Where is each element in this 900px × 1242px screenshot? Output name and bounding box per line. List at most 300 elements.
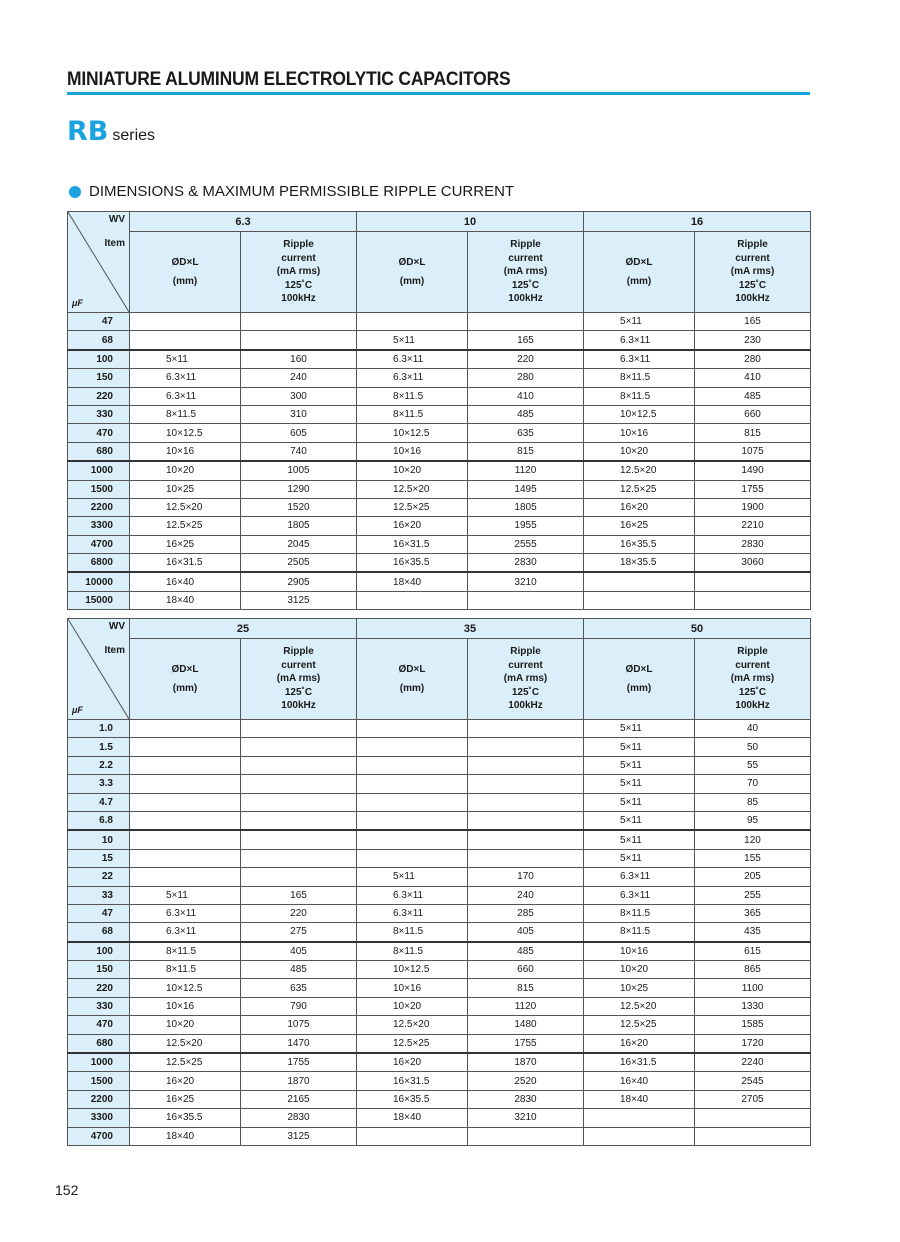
capacitance-cell: 680 <box>68 1034 130 1053</box>
ripple-cell: 2830 <box>468 554 584 573</box>
table-row <box>68 331 811 350</box>
ripple-header-line: 100kHz <box>735 293 770 305</box>
table-row <box>68 811 811 830</box>
ripple-cell: 2505 <box>241 554 357 573</box>
capacitance-cell: 47 <box>68 313 130 331</box>
dimension-cell: 8×11.5 <box>357 387 468 405</box>
dimension-cell: 10×20 <box>130 461 241 480</box>
ripple-cell: 1330 <box>695 997 811 1015</box>
dimension-cell: 8×11.5 <box>130 405 241 423</box>
capacitance-cell: 220 <box>68 387 130 405</box>
ripple-cell: 2830 <box>241 1109 357 1127</box>
dimension-cell: 5×11 <box>130 886 241 904</box>
ripple-cell <box>468 591 584 609</box>
ripple-cell <box>468 313 584 331</box>
dimension-cell: 8×11.5 <box>584 904 695 922</box>
dimension-cell: 16×25 <box>130 1090 241 1108</box>
capacitance-cell: 220 <box>68 979 130 997</box>
ripple-cell: 815 <box>468 979 584 997</box>
ripple-cell: 2830 <box>695 535 811 553</box>
dimension-cell: 8×11.5 <box>584 387 695 405</box>
ripple-header-line: 100kHz <box>508 293 543 305</box>
ripple-cell: 485 <box>468 405 584 423</box>
ripple-header-line: 125˚C <box>284 686 313 698</box>
ripple-cell: 410 <box>695 369 811 387</box>
table-row <box>68 498 811 516</box>
dimension-cell: 6.3×11 <box>584 868 695 886</box>
dimension-cell: 6.3×11 <box>357 904 468 922</box>
ripple-cell: 165 <box>241 886 357 904</box>
dimension-cell: 10×16 <box>130 442 241 461</box>
ripple-cell: 1075 <box>241 1016 357 1034</box>
ripple-header <box>695 639 811 720</box>
ripple-header-line: Ripple <box>283 239 314 251</box>
capacitance-cell: 1.5 <box>68 738 130 756</box>
table-row <box>68 904 811 922</box>
capacitance-cell: 2200 <box>68 498 130 516</box>
dimension-cell: 8×11.5 <box>357 942 468 961</box>
ripple-cell: 435 <box>695 923 811 942</box>
dimension-unit: (mm) <box>399 683 425 694</box>
wv-label: WV <box>108 621 125 632</box>
dimension-cell: 10×20 <box>584 442 695 461</box>
dimension-header <box>130 232 241 313</box>
page-title: MINIATURE ALUMINUM ELECTROLYTIC CAPACITORS <box>67 69 511 90</box>
ripple-cell <box>241 868 357 886</box>
dimension-cell: 6.3×11 <box>130 923 241 942</box>
ripple-cell: 410 <box>468 387 584 405</box>
dimension-cell <box>584 1109 695 1127</box>
dimension-cell: 16×25 <box>584 517 695 535</box>
capacitance-cell: 470 <box>68 424 130 442</box>
capacitance-cell: 1500 <box>68 480 130 498</box>
ripple-cell: 365 <box>695 904 811 922</box>
ripple-cell: 170 <box>468 868 584 886</box>
ripple-header-line: 100kHz <box>281 700 316 712</box>
dimension-cell <box>130 793 241 811</box>
diagonal-line-icon <box>68 212 129 312</box>
capacitance-cell: 10000 <box>68 572 130 591</box>
ripple-header-line: current <box>735 659 770 671</box>
ripple-cell: 1720 <box>695 1034 811 1053</box>
capacitance-cell: 15 <box>68 849 130 867</box>
dimension-cell: 16×20 <box>357 517 468 535</box>
dimension-cell: 5×11 <box>584 738 695 756</box>
ripple-cell: 3210 <box>468 572 584 591</box>
ripple-header-line: 100kHz <box>508 700 543 712</box>
ripple-cell: 660 <box>468 961 584 979</box>
ripple-header <box>241 232 357 313</box>
ripple-table-high-voltage <box>67 618 811 1146</box>
ripple-cell: 790 <box>241 997 357 1015</box>
voltage-header: 35 <box>357 619 584 639</box>
ripple-header-line: (mA rms) <box>503 673 548 685</box>
capacitance-cell: 330 <box>68 997 130 1015</box>
ripple-cell: 1480 <box>468 1016 584 1034</box>
ripple-cell: 310 <box>241 405 357 423</box>
ripple-cell: 1870 <box>241 1072 357 1090</box>
dimension-cell <box>130 738 241 756</box>
ripple-header-line: (mA rms) <box>503 266 548 278</box>
table-row <box>68 424 811 442</box>
capacitance-cell: 3300 <box>68 1109 130 1127</box>
ripple-header-line: (mA rms) <box>276 673 321 685</box>
ripple-cell: 2240 <box>695 1053 811 1072</box>
ripple-cell: 485 <box>241 961 357 979</box>
table-row <box>68 1034 811 1053</box>
dimension-cell: 6.3×11 <box>357 350 468 369</box>
table-row <box>68 775 811 793</box>
ripple-header-line: Ripple <box>510 646 541 658</box>
ripple-cell <box>241 313 357 331</box>
dimension-cell: 6.3×11 <box>130 387 241 405</box>
ripple-cell: 275 <box>241 923 357 942</box>
ripple-header-line: 125˚C <box>511 279 540 291</box>
dimension-cell: 16×35.5 <box>584 535 695 553</box>
ripple-header <box>468 639 584 720</box>
dimension-cell: 16×20 <box>357 1053 468 1072</box>
dimension-cell: 6.3×11 <box>584 331 695 350</box>
dimension-header <box>584 232 695 313</box>
dimension-cell <box>357 738 468 756</box>
capacitance-cell: 4700 <box>68 1127 130 1145</box>
ripple-cell: 660 <box>695 405 811 423</box>
dimension-cell <box>357 793 468 811</box>
dimension-cell: 12.5×20 <box>584 997 695 1015</box>
dimension-cell: 5×11 <box>584 849 695 867</box>
dimension-unit: (mm) <box>626 276 652 287</box>
dimension-cell: 16×20 <box>584 498 695 516</box>
dimension-cell <box>357 1127 468 1145</box>
dimension-cell: 12.5×25 <box>130 1053 241 1072</box>
dimension-label: ØD×L <box>171 663 199 675</box>
dimension-unit: (mm) <box>172 683 198 694</box>
table-row <box>68 572 811 591</box>
table-row <box>68 849 811 867</box>
dimension-cell: 18×35.5 <box>584 554 695 573</box>
ripple-cell <box>468 793 584 811</box>
table-row <box>68 1016 811 1034</box>
uf-label: μF <box>72 298 83 308</box>
dimension-cell: 18×40 <box>130 591 241 609</box>
ripple-cell: 3125 <box>241 1127 357 1145</box>
table-row <box>68 830 811 849</box>
dimension-cell: 8×11.5 <box>130 942 241 961</box>
dimension-header <box>130 639 241 720</box>
ripple-cell: 1075 <box>695 442 811 461</box>
section-title: DIMENSIONS & MAXIMUM PERMISSIBLE RIPPLE CURRENT <box>89 183 515 200</box>
dimension-cell: 10×16 <box>357 442 468 461</box>
ripple-header-line: Ripple <box>510 239 541 251</box>
ripple-cell: 85 <box>695 793 811 811</box>
table-row <box>68 387 811 405</box>
table-row <box>68 886 811 904</box>
dimension-cell: 10×16 <box>130 997 241 1015</box>
ripple-cell: 1755 <box>468 1034 584 1053</box>
table-row <box>68 1109 811 1127</box>
ripple-cell <box>468 811 584 830</box>
diagonal-line-icon <box>68 619 129 719</box>
dimension-cell: 12.5×25 <box>584 480 695 498</box>
dimension-cell: 10×12.5 <box>130 424 241 442</box>
dimension-cell: 12.5×20 <box>130 1034 241 1053</box>
dimension-cell: 6.3×11 <box>584 350 695 369</box>
dimension-header <box>357 232 468 313</box>
capacitance-cell: 680 <box>68 442 130 461</box>
dimension-cell: 6.3×11 <box>130 904 241 922</box>
ripple-cell: 405 <box>241 942 357 961</box>
capacitance-cell: 2200 <box>68 1090 130 1108</box>
dimension-cell: 16×35.5 <box>130 1109 241 1127</box>
dimension-cell <box>130 868 241 886</box>
dimension-cell: 16×35.5 <box>357 554 468 573</box>
page-number: 152 <box>55 1182 79 1198</box>
wv-label: WV <box>108 214 125 225</box>
table-row <box>68 720 811 738</box>
ripple-cell <box>241 775 357 793</box>
table-row <box>68 369 811 387</box>
dimension-unit: (mm) <box>399 276 425 287</box>
dimension-cell <box>357 313 468 331</box>
table-row <box>68 517 811 535</box>
ripple-cell: 160 <box>241 350 357 369</box>
dimension-cell: 12.5×25 <box>357 498 468 516</box>
table-row <box>68 591 811 609</box>
dimension-cell: 16×20 <box>584 1034 695 1053</box>
dimension-cell: 5×11 <box>584 720 695 738</box>
dimension-cell: 6.3×11 <box>130 369 241 387</box>
ripple-header-line: Ripple <box>737 646 768 658</box>
dimension-cell: 10×20 <box>584 961 695 979</box>
ripple-cell: 240 <box>241 369 357 387</box>
ripple-cell: 815 <box>468 442 584 461</box>
capacitance-cell: 6.8 <box>68 811 130 830</box>
table-row <box>68 793 811 811</box>
series-word: series <box>112 127 156 144</box>
capacitance-cell: 10 <box>68 830 130 849</box>
ripple-header-line: (mA rms) <box>276 266 321 278</box>
capacitance-cell: 2.2 <box>68 756 130 774</box>
dimension-cell <box>357 720 468 738</box>
capacitance-cell: 6800 <box>68 554 130 573</box>
table-row <box>68 961 811 979</box>
ripple-cell: 3060 <box>695 554 811 573</box>
dimension-cell: 5×11 <box>584 313 695 331</box>
dimension-cell <box>130 331 241 350</box>
dimension-cell <box>357 849 468 867</box>
dimension-cell: 16×40 <box>130 572 241 591</box>
table-row <box>68 442 811 461</box>
dimension-cell <box>130 775 241 793</box>
ripple-header-line: 125˚C <box>738 686 767 698</box>
ripple-cell: 300 <box>241 387 357 405</box>
dimension-cell: 5×11 <box>357 331 468 350</box>
dimension-cell: 10×12.5 <box>357 961 468 979</box>
ripple-header <box>468 232 584 313</box>
ripple-cell <box>241 756 357 774</box>
dimension-cell <box>130 811 241 830</box>
dimension-cell: 8×11.5 <box>584 923 695 942</box>
dimension-cell <box>357 830 468 849</box>
dimension-cell <box>130 720 241 738</box>
capacitance-cell: 100 <box>68 350 130 369</box>
title-rule <box>67 92 810 95</box>
ripple-cell: 280 <box>468 369 584 387</box>
dimension-cell: 12.5×20 <box>357 1016 468 1034</box>
capacitance-cell: 1000 <box>68 1053 130 1072</box>
ripple-cell: 1100 <box>695 979 811 997</box>
ripple-cell: 1755 <box>695 480 811 498</box>
ripple-cell: 165 <box>695 313 811 331</box>
dimension-cell: 5×11 <box>130 350 241 369</box>
ripple-header-line: current <box>508 252 543 264</box>
voltage-header: 50 <box>584 619 811 639</box>
ripple-cell: 635 <box>241 979 357 997</box>
dimension-cell: 10×12.5 <box>357 424 468 442</box>
ripple-cell <box>468 830 584 849</box>
corner-header-cell <box>68 619 130 720</box>
dimension-label: ØD×L <box>398 256 426 268</box>
ripple-cell <box>468 756 584 774</box>
dimension-label: ØD×L <box>625 256 653 268</box>
capacitance-cell: 1000 <box>68 461 130 480</box>
ripple-cell: 2165 <box>241 1090 357 1108</box>
capacitance-cell: 15000 <box>68 591 130 609</box>
dimension-cell: 16×31.5 <box>357 1072 468 1090</box>
dimension-label: ØD×L <box>171 256 199 268</box>
ripple-cell: 2555 <box>468 535 584 553</box>
ripple-cell <box>241 811 357 830</box>
dimension-cell: 10×25 <box>584 979 695 997</box>
dimension-cell <box>584 591 695 609</box>
ripple-cell: 70 <box>695 775 811 793</box>
ripple-cell: 205 <box>695 868 811 886</box>
ripple-cell: 1495 <box>468 480 584 498</box>
dimension-cell: 5×11 <box>584 811 695 830</box>
dimension-cell: 18×40 <box>130 1127 241 1145</box>
dimension-cell: 5×11 <box>357 868 468 886</box>
ripple-cell: 1870 <box>468 1053 584 1072</box>
ripple-cell: 3210 <box>468 1109 584 1127</box>
capacitance-cell: 150 <box>68 961 130 979</box>
table-row <box>68 1053 811 1072</box>
ripple-cell: 1470 <box>241 1034 357 1053</box>
ripple-cell: 1955 <box>468 517 584 535</box>
ripple-cell: 220 <box>241 904 357 922</box>
ripple-header-line: (mA rms) <box>730 673 775 685</box>
ripple-cell: 95 <box>695 811 811 830</box>
ripple-cell: 50 <box>695 738 811 756</box>
dimension-cell: 12.5×20 <box>584 461 695 480</box>
ripple-cell <box>241 849 357 867</box>
ripple-cell: 1520 <box>241 498 357 516</box>
dimension-cell: 10×16 <box>584 424 695 442</box>
ripple-cell: 40 <box>695 720 811 738</box>
dimension-cell: 5×11 <box>584 793 695 811</box>
ripple-cell: 255 <box>695 886 811 904</box>
dimension-cell: 8×11.5 <box>357 405 468 423</box>
ripple-cell: 2545 <box>695 1072 811 1090</box>
table-row <box>68 923 811 942</box>
ripple-header-line: 125˚C <box>738 279 767 291</box>
dimension-cell: 12.5×20 <box>357 480 468 498</box>
ripple-cell <box>468 775 584 793</box>
ripple-cell <box>695 1127 811 1145</box>
corner-header-cell <box>68 212 130 313</box>
ripple-header-line: 100kHz <box>281 293 316 305</box>
dimension-cell <box>584 572 695 591</box>
capacitance-cell: 330 <box>68 405 130 423</box>
ripple-cell <box>468 1127 584 1145</box>
ripple-cell <box>241 331 357 350</box>
dimension-cell: 6.3×11 <box>357 886 468 904</box>
dimension-cell: 8×11.5 <box>357 923 468 942</box>
dimension-label: ØD×L <box>398 663 426 675</box>
capacitance-cell: 3300 <box>68 517 130 535</box>
ripple-cell: 1755 <box>241 1053 357 1072</box>
capacitance-cell: 150 <box>68 369 130 387</box>
ripple-cell: 165 <box>468 331 584 350</box>
ripple-cell: 605 <box>241 424 357 442</box>
ripple-header-line: 100kHz <box>735 700 770 712</box>
dimension-cell: 10×16 <box>584 942 695 961</box>
ripple-cell <box>241 720 357 738</box>
dimension-cell: 16×20 <box>130 1072 241 1090</box>
table-row <box>68 1127 811 1145</box>
ripple-cell <box>241 793 357 811</box>
dimension-cell: 16×31.5 <box>584 1053 695 1072</box>
series-heading <box>67 116 155 147</box>
ripple-cell <box>468 849 584 867</box>
ripple-cell: 2905 <box>241 572 357 591</box>
voltage-header: 10 <box>357 212 584 232</box>
table-row <box>68 461 811 480</box>
item-label: Item <box>104 645 125 656</box>
table-row <box>68 535 811 553</box>
ripple-cell: 280 <box>695 350 811 369</box>
dimension-cell: 10×20 <box>357 997 468 1015</box>
dimension-cell: 6.3×11 <box>357 369 468 387</box>
ripple-cell: 815 <box>695 424 811 442</box>
dimension-cell <box>357 775 468 793</box>
section-heading <box>69 183 514 200</box>
dimension-header <box>584 639 695 720</box>
ripple-cell: 2830 <box>468 1090 584 1108</box>
ripple-header-line: Ripple <box>737 239 768 251</box>
dimension-cell: 16×25 <box>130 535 241 553</box>
dimension-cell: 5×11 <box>584 756 695 774</box>
ripple-cell: 155 <box>695 849 811 867</box>
ripple-cell <box>695 1109 811 1127</box>
table-row <box>68 1072 811 1090</box>
ripple-cell: 1290 <box>241 480 357 498</box>
table-row <box>68 350 811 369</box>
dimension-cell: 10×12.5 <box>584 405 695 423</box>
dimension-unit: (mm) <box>626 683 652 694</box>
table-row <box>68 868 811 886</box>
table-row <box>68 405 811 423</box>
ripple-cell: 865 <box>695 961 811 979</box>
capacitance-cell: 1500 <box>68 1072 130 1090</box>
voltage-header: 6.3 <box>130 212 357 232</box>
ripple-cell: 2210 <box>695 517 811 535</box>
ripple-cell: 1120 <box>468 461 584 480</box>
ripple-cell: 3125 <box>241 591 357 609</box>
table-row <box>68 756 811 774</box>
dimension-cell: 10×25 <box>130 480 241 498</box>
voltage-header: 25 <box>130 619 357 639</box>
voltage-header: 16 <box>584 212 811 232</box>
